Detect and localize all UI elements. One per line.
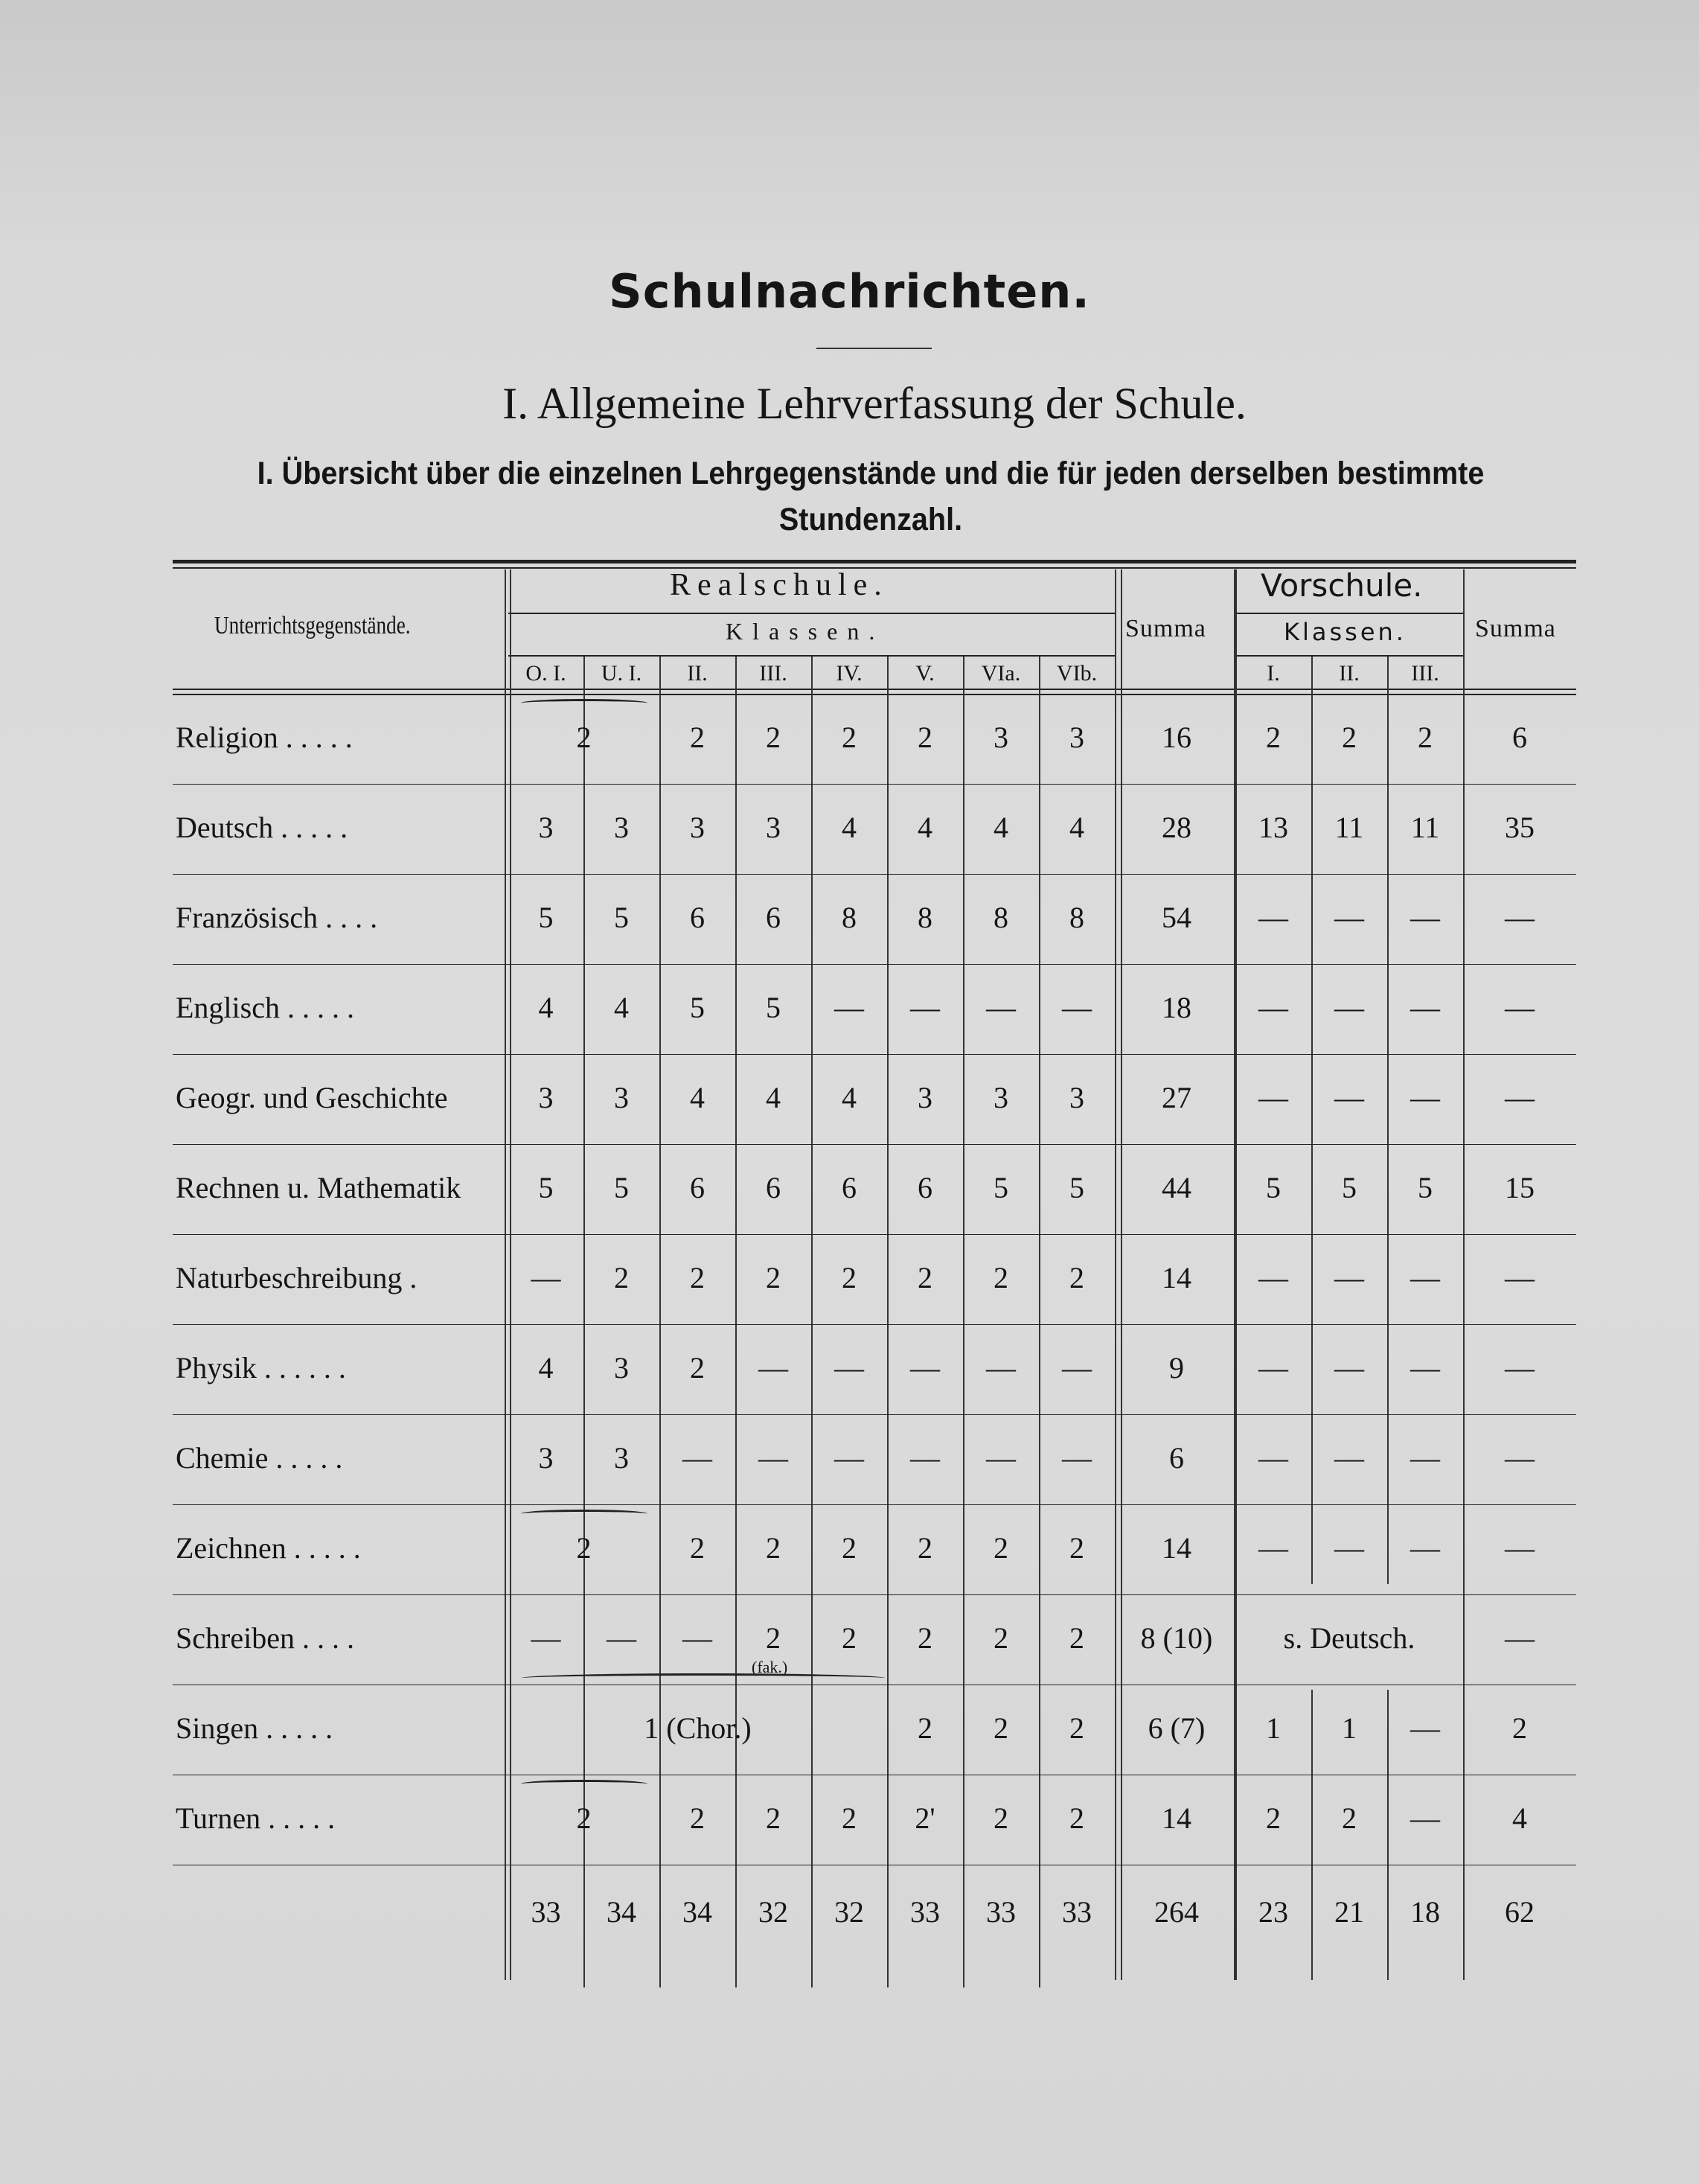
span-brace xyxy=(521,1510,647,1518)
hours-cell: 2 xyxy=(766,721,781,754)
hours-cell: 2 xyxy=(766,1621,781,1655)
vor-hours-cell: — xyxy=(1410,1441,1440,1475)
row-divider xyxy=(173,1054,1576,1055)
vor-hours-cell: — xyxy=(1334,1261,1364,1294)
hours-cell: 2 xyxy=(766,1801,781,1835)
hours-cell: 2 xyxy=(1069,1621,1084,1655)
summa-real-header: Summa xyxy=(1125,615,1206,642)
subject-label: Englisch . . . . . xyxy=(176,991,354,1024)
class-header-real: IV. xyxy=(836,661,863,686)
total-cell: 33 xyxy=(910,1895,940,1929)
section-heading: I. Allgemeine Lehrverfassung der Schule. xyxy=(502,379,1247,428)
summa-cell: 14 xyxy=(1162,1531,1191,1565)
subject-label: Deutsch . . . . . xyxy=(176,811,348,844)
vor-hours-cell: — xyxy=(1410,1801,1440,1835)
hours-cell: 6 xyxy=(842,1171,857,1204)
class-header-real: U. I. xyxy=(601,661,642,686)
hours-cell: — xyxy=(910,1351,940,1385)
schreiben-vorschule-note: s. Deutsch. xyxy=(1283,1621,1415,1655)
vor-hours-cell: 2 xyxy=(1418,721,1433,754)
summa-cell: 14 xyxy=(1162,1261,1191,1294)
hours-cell: 2 xyxy=(994,1621,1008,1655)
hours-cell: — xyxy=(910,1441,940,1475)
schreiben-fak-note: (fak.) xyxy=(752,1658,788,1676)
hours-cell: 2 xyxy=(1069,1531,1084,1565)
summa-cell: 8 (10) xyxy=(1140,1621,1213,1655)
summa-cell: 27 xyxy=(1162,1081,1191,1114)
hours-cell: 2 xyxy=(842,1621,857,1655)
hours-cell: 4 xyxy=(918,811,932,844)
hours-cell: — xyxy=(682,1441,712,1475)
vor-hours-cell: — xyxy=(1410,1081,1440,1114)
row-divider xyxy=(173,784,1576,785)
vor-summa-cell: — xyxy=(1505,1621,1535,1655)
hours-cell: 2 xyxy=(576,1531,592,1565)
vor-hours-cell: 13 xyxy=(1258,811,1288,844)
row-divider xyxy=(173,1594,1576,1595)
subtitle xyxy=(220,450,1521,543)
hours-cell: 2 xyxy=(994,1711,1008,1745)
vor-hours-cell: — xyxy=(1334,1531,1364,1565)
vor-hours-cell: — xyxy=(1258,1531,1288,1565)
singen-brace xyxy=(521,1673,886,1683)
hours-cell: — xyxy=(986,991,1016,1024)
hours-cell: 2 xyxy=(842,1531,857,1565)
hours-cell: 2 xyxy=(690,1801,705,1835)
hours-cell: 5 xyxy=(994,1171,1008,1204)
hours-cell: 2 xyxy=(918,1711,932,1745)
hours-cell: 3 xyxy=(614,811,629,844)
row-divider xyxy=(173,1504,1576,1505)
vor-hours-cell: 2 xyxy=(1266,1801,1281,1835)
total-cell: 33 xyxy=(531,1895,561,1929)
vor-hours-cell: — xyxy=(1410,1351,1440,1385)
vor-hours-cell: — xyxy=(1258,901,1288,934)
vor-summa-cell: — xyxy=(1505,1351,1535,1385)
subtitle-line-2: Stundenzahl. xyxy=(778,502,963,537)
vor-hours-cell: 5 xyxy=(1266,1171,1281,1204)
total-cell: 34 xyxy=(682,1895,712,1929)
hours-cell: 3 xyxy=(766,811,781,844)
subject-label: Geogr. und Geschichte xyxy=(176,1081,448,1114)
vor-summa-cell: — xyxy=(1505,1531,1535,1565)
vor-summa-cell: 15 xyxy=(1505,1171,1535,1204)
vor-hours-cell: 11 xyxy=(1410,811,1440,844)
vor-summa-cell: — xyxy=(1505,1081,1535,1114)
hours-cell: 6 xyxy=(918,1171,932,1204)
class-header-real: V. xyxy=(915,661,935,686)
total-cell: 33 xyxy=(986,1895,1016,1929)
vor-summa-cell: — xyxy=(1505,1441,1535,1475)
hours-cell: — xyxy=(986,1351,1016,1385)
hours-cell: 3 xyxy=(538,811,554,844)
col-divider-real xyxy=(659,657,661,1987)
col-divider-real xyxy=(811,657,813,1987)
hours-cell: 2 xyxy=(614,1261,629,1294)
vor-summa-cell: — xyxy=(1505,901,1535,934)
hours-cell: 2 xyxy=(576,721,592,754)
subject-label: Religion . . . . . xyxy=(176,721,353,754)
span-brace xyxy=(521,699,647,707)
hours-cell: — xyxy=(682,1621,712,1655)
summa-cell: 6 xyxy=(1169,1441,1184,1475)
hours-cell: 3 xyxy=(1069,1081,1084,1114)
summa-cell: 28 xyxy=(1162,811,1191,844)
vorschule-rule xyxy=(1235,613,1463,614)
vor-hours-cell: 1 xyxy=(1342,1711,1357,1745)
hours-cell: 2 xyxy=(1069,1261,1084,1294)
hours-cell: 6 xyxy=(690,1171,705,1204)
hours-cell: 6 xyxy=(766,901,781,934)
class-header-vor: III. xyxy=(1411,661,1439,686)
vor-hours-cell: 11 xyxy=(1334,811,1364,844)
summa-cell: 16 xyxy=(1162,721,1191,754)
hours-cell: 4 xyxy=(538,1351,554,1385)
hours-cell: 6 xyxy=(766,1171,781,1204)
summa-cell: 18 xyxy=(1162,991,1191,1024)
klassen-vor-rule xyxy=(1235,655,1463,657)
hours-cell: — xyxy=(910,991,940,1024)
vor-summa-cell: 6 xyxy=(1512,721,1527,754)
class-header-real: O. I. xyxy=(525,661,566,686)
vor-summa-cell: — xyxy=(1505,991,1535,1024)
hours-cell: 2 xyxy=(994,1531,1008,1565)
total-cell: 33 xyxy=(1062,1895,1092,1929)
hours-cell: 3 xyxy=(614,1441,629,1475)
row-divider xyxy=(173,964,1576,965)
hours-cell: 4 xyxy=(538,991,554,1024)
vor-hours-cell: 5 xyxy=(1342,1171,1357,1204)
header-bottom-rule-2 xyxy=(173,694,1576,695)
col-divider-subject xyxy=(505,569,506,1980)
hours-cell: 3 xyxy=(994,721,1008,754)
hours-cell: 2 xyxy=(1069,1801,1084,1835)
hours-cell: 4 xyxy=(994,811,1008,844)
hours-cell: — xyxy=(834,991,864,1024)
row-divider xyxy=(173,874,1576,875)
hours-cell: — xyxy=(531,1621,561,1655)
total-vor-cell: 18 xyxy=(1410,1895,1440,1929)
hours-cell: — xyxy=(834,1441,864,1475)
hours-cell: 2 xyxy=(842,721,857,754)
hours-cell: 8 xyxy=(918,901,932,934)
hours-cell: 2 xyxy=(842,1261,857,1294)
hours-cell: 3 xyxy=(918,1081,932,1114)
vor-hours-cell: — xyxy=(1410,1711,1440,1745)
hours-cell: 2 xyxy=(690,721,705,754)
klassen-real-header: Klassen. xyxy=(726,618,885,645)
summa-cell: 9 xyxy=(1169,1351,1184,1385)
total-cell: 32 xyxy=(834,1895,864,1929)
vor-hours-cell: — xyxy=(1410,901,1440,934)
vor-hours-cell: 2 xyxy=(1342,721,1357,754)
hours-cell: — xyxy=(758,1441,788,1475)
vor-hours-cell: — xyxy=(1334,1351,1364,1385)
hours-cell: 2 xyxy=(690,1261,705,1294)
hours-cell: — xyxy=(1062,1441,1092,1475)
hours-cell: 3 xyxy=(690,811,705,844)
vor-hours-cell: — xyxy=(1258,991,1288,1024)
hours-cell: — xyxy=(834,1351,864,1385)
hours-cell: 2 xyxy=(576,1801,592,1835)
hours-cell: 4 xyxy=(614,991,629,1024)
subject-label: Schreiben . . . . xyxy=(176,1621,354,1655)
hours-cell: 4 xyxy=(766,1081,781,1114)
hours-cell: — xyxy=(607,1621,636,1655)
vor-hours-cell: — xyxy=(1258,1441,1288,1475)
hours-cell: — xyxy=(531,1261,561,1294)
vor-hours-cell: 5 xyxy=(1418,1171,1433,1204)
summa-cell: 54 xyxy=(1162,901,1191,934)
vor-hours-cell: — xyxy=(1334,991,1364,1024)
class-header-vor: I. xyxy=(1267,661,1280,686)
summa-cell: 6 (7) xyxy=(1148,1711,1206,1745)
hours-cell: 2 xyxy=(766,1261,781,1294)
hours-cell: — xyxy=(1062,991,1092,1024)
hours-cell: — xyxy=(986,1441,1016,1475)
class-header-real: VIb. xyxy=(1056,661,1098,686)
hours-cell: 5 xyxy=(614,901,629,934)
hours-cell: 5 xyxy=(614,1171,629,1204)
row-divider xyxy=(173,1324,1576,1325)
hours-cell: 8 xyxy=(842,901,857,934)
class-header-real: II. xyxy=(687,661,708,686)
vor-summa-cell: 35 xyxy=(1505,811,1535,844)
table-top-rule xyxy=(173,560,1576,563)
hours-cell: 2 xyxy=(690,1531,705,1565)
hours-cell: — xyxy=(1062,1351,1092,1385)
hours-cell: 2 xyxy=(918,1531,932,1565)
class-header-real: III. xyxy=(759,661,787,686)
subject-column-header: Unterrichtsgegenstände. xyxy=(214,612,411,639)
vor-hours-cell: — xyxy=(1410,1531,1440,1565)
hours-cell: 3 xyxy=(1069,721,1084,754)
col-divider-real xyxy=(963,657,964,1987)
vor-hours-cell: — xyxy=(1258,1261,1288,1294)
hours-cell: 2 xyxy=(1069,1711,1084,1745)
total-vor-summa: 62 xyxy=(1505,1895,1535,1929)
summa-vor-header: Summa xyxy=(1475,615,1556,642)
vor-hours-cell: — xyxy=(1334,1441,1364,1475)
hours-cell: 3 xyxy=(994,1081,1008,1114)
col-divider-real xyxy=(735,657,737,1987)
hours-cell: 4 xyxy=(842,811,857,844)
subject-label: Physik . . . . . . xyxy=(176,1351,346,1385)
class-header-real: VIa. xyxy=(981,661,1021,686)
hours-cell: 4 xyxy=(1069,811,1084,844)
total-vor-cell: 23 xyxy=(1258,1895,1288,1929)
hours-cell: 5 xyxy=(1069,1171,1084,1204)
hours-cell: 8 xyxy=(1069,901,1084,934)
vor-summa-cell: 4 xyxy=(1512,1801,1527,1835)
page-title: Schulnachrichten. xyxy=(609,264,1090,319)
subject-label: Zeichnen . . . . . xyxy=(176,1531,361,1565)
subtitle-line-1: I. Übersicht über die einzelnen Lehrgegenstände und die für jeden derselben bestimmte xyxy=(257,456,1485,491)
subject-label: Naturbeschreibung . xyxy=(176,1261,417,1294)
vor-hours-cell: — xyxy=(1334,1081,1364,1114)
subject-label: Turnen . . . . . xyxy=(176,1801,336,1835)
hours-cell: 2 xyxy=(994,1261,1008,1294)
hours-cell: 6 xyxy=(690,901,705,934)
total-vor-cell: 21 xyxy=(1334,1895,1364,1929)
hours-cell: 4 xyxy=(842,1081,857,1114)
hours-cell: 2 xyxy=(918,1261,932,1294)
vor-hours-cell: — xyxy=(1410,1261,1440,1294)
hours-cell: 2 xyxy=(690,1351,705,1385)
vor-hours-cell: — xyxy=(1410,991,1440,1024)
hours-cell: 2 xyxy=(994,1801,1008,1835)
realschule-header: Realschule. xyxy=(670,568,889,602)
hours-cell: 4 xyxy=(690,1081,705,1114)
total-cell: 32 xyxy=(758,1895,788,1929)
vor-hours-cell: — xyxy=(1334,901,1364,934)
hours-cell: 5 xyxy=(766,991,781,1024)
vor-hours-cell: 2 xyxy=(1342,1801,1357,1835)
hours-cell: 3 xyxy=(538,1081,554,1114)
col-divider-real xyxy=(1039,657,1040,1987)
klassen-vor-header: Klassen. xyxy=(1284,618,1407,646)
vor-summa-cell: 2 xyxy=(1512,1711,1527,1745)
span-brace xyxy=(521,1780,647,1788)
total-cell: 34 xyxy=(607,1895,636,1929)
vor-summa-cell: — xyxy=(1505,1261,1535,1294)
summa-cell: 14 xyxy=(1162,1801,1191,1835)
hours-cell: 3 xyxy=(538,1441,554,1475)
title-rule xyxy=(816,348,932,349)
row-divider xyxy=(173,1144,1576,1145)
hours-cell: — xyxy=(758,1351,788,1385)
summa-cell: 44 xyxy=(1162,1171,1191,1204)
class-header-vor: II. xyxy=(1339,661,1360,686)
vor-hours-cell: — xyxy=(1258,1351,1288,1385)
total-summa: 264 xyxy=(1154,1895,1199,1929)
hours-cell: 2 xyxy=(918,1621,932,1655)
vorschule-header: Vorschule. xyxy=(1261,567,1423,604)
header-bottom-rule xyxy=(173,689,1576,690)
col-divider-real xyxy=(887,657,889,1987)
vor-hours-cell: 2 xyxy=(1266,721,1281,754)
hours-cell: 3 xyxy=(614,1351,629,1385)
realschule-rule xyxy=(508,613,1115,614)
hours-cell: 2' xyxy=(915,1801,935,1835)
hours-cell: 8 xyxy=(994,901,1008,934)
vor-hours-cell: — xyxy=(1258,1081,1288,1114)
subject-label: Chemie . . . . . xyxy=(176,1441,343,1475)
singen-chor: 1 (Chor.) xyxy=(644,1711,752,1745)
subject-label: Singen . . . . . xyxy=(176,1711,333,1745)
vor-hours-cell: 1 xyxy=(1266,1711,1281,1745)
hours-cell: 2 xyxy=(918,721,932,754)
subject-label: Rechnen u. Mathematik xyxy=(176,1171,461,1204)
row-divider xyxy=(173,1414,1576,1415)
hours-cell: 5 xyxy=(690,991,705,1024)
hours-cell: 3 xyxy=(614,1081,629,1114)
subject-label: Französisch . . . . xyxy=(176,901,378,934)
row-divider xyxy=(173,1234,1576,1235)
hours-cell: 2 xyxy=(766,1531,781,1565)
hours-cell: 5 xyxy=(538,901,554,934)
hours-cell: 5 xyxy=(538,1171,554,1204)
hours-cell: 2 xyxy=(842,1801,857,1835)
